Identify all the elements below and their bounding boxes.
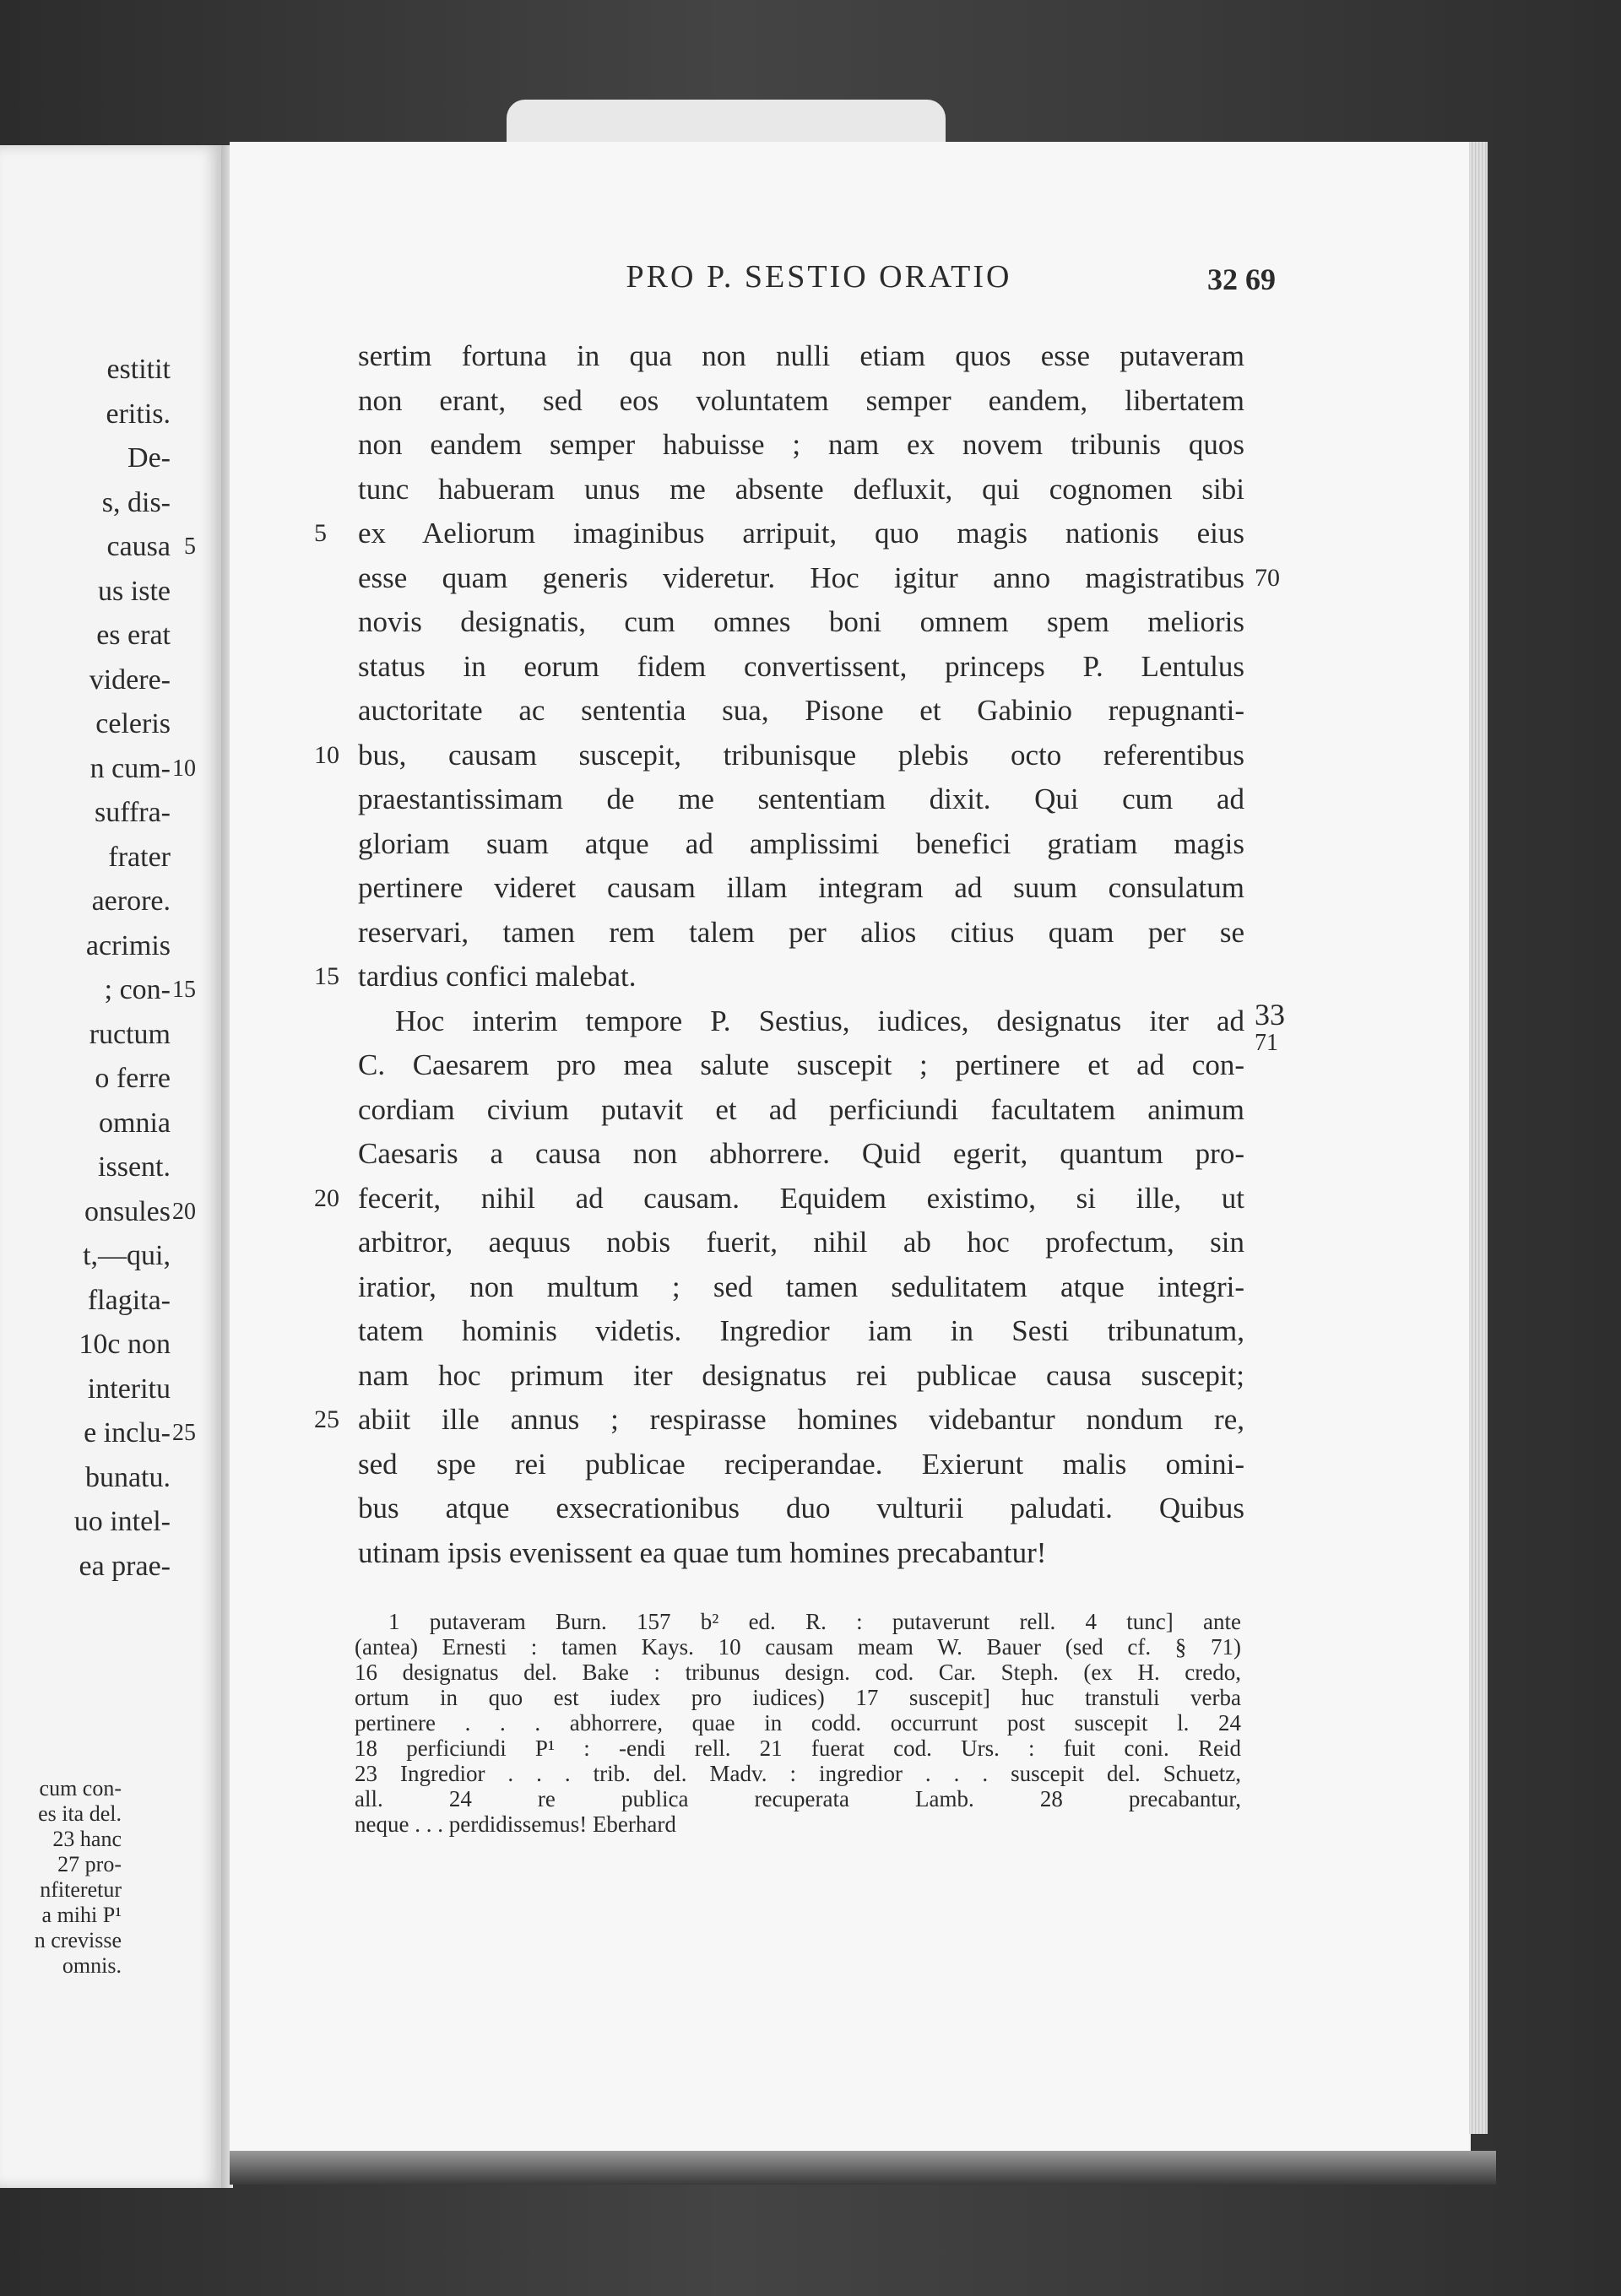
left-page-line (0, 570, 221, 615)
text-line (358, 1354, 1244, 1399)
text-line-content: Hoc interim tempore P. Sestius, iudices, designatus iter ad (395, 1004, 1244, 1037)
text-line-content: gloriam suam atque ad amplissimi benefici gratiam magis (358, 826, 1244, 860)
left-line-text: ; con- (104, 974, 171, 1005)
left-line-number: 25 (172, 1420, 196, 1446)
left-line-text: interitu (87, 1373, 171, 1405)
text-line-content: non eandem semper habuisse ; nam ex novem tribunis quos (358, 428, 1244, 461)
left-line-text: acrimis (85, 929, 171, 961)
left-page-line (0, 1190, 221, 1235)
text-line-content: sertim fortuna in qua non nulli etiam quos esse putaveram (358, 339, 1244, 372)
footnotes (355, 1609, 1241, 1837)
left-page-line (0, 791, 221, 836)
text-line (358, 777, 1244, 822)
text-line-content: iratior, non multum ; sed tamen sedulitatem atque integri- (358, 1270, 1244, 1303)
text-line (358, 379, 1244, 424)
text-line-content: arbitror, aequus nobis fuerit, nihil ab hoc profectum, sin (358, 1226, 1244, 1259)
text-line-content: sed spe rei publicae reciperandae. Exierunt malis omini- (358, 1447, 1244, 1481)
left-page-line (0, 658, 221, 703)
left-line-text: aerore. (91, 885, 171, 917)
footnote-line: 23 Ingredior . . . trib. del. Madv. : ingredior . . . suscepit del. Schuetz, (355, 1761, 1241, 1786)
left-line-text: ea prae- (79, 1550, 171, 1582)
left-page-line (0, 836, 221, 880)
left-page-line (0, 1545, 221, 1589)
text-line (358, 1265, 1244, 1310)
left-page-line (0, 393, 221, 437)
text-line-content: esse quam generis videretur. Hoc igitur anno magistratibus (358, 560, 1244, 594)
left-line-text: issent. (98, 1151, 171, 1183)
text-line-content: reservari, tamen rem talem per alios citius quam per se (358, 915, 1244, 949)
text-line (358, 1088, 1244, 1133)
left-page-line (0, 1234, 221, 1279)
left-page-line (0, 481, 221, 526)
text-line (314, 1177, 1244, 1221)
line-number: 10 (314, 740, 339, 769)
section-number: 70 (1255, 563, 1280, 592)
text-line (358, 556, 1280, 601)
line-number: 25 (314, 1405, 339, 1433)
text-line (358, 334, 1244, 379)
left-page-line (0, 1500, 221, 1545)
footnote-line: (antea) Ernesti : tamen Kays. 10 causam meam W. Bauer (sed cf. § 71) (355, 1634, 1241, 1660)
left-line-text: 10c non (79, 1329, 171, 1360)
footnote-line: pertinere . . . abhorrere, quae in codd. occurrunt post suscepit l. 24 (355, 1710, 1241, 1736)
text-line (358, 1486, 1244, 1531)
paragraph-number: 71 (1255, 1029, 1278, 1056)
text-line (358, 911, 1244, 956)
text-line-content: auctoritate ac sententia sua, Pisone et Gabinio repugnanti- (358, 694, 1244, 727)
line-number: 15 (314, 962, 339, 990)
text-line (358, 1443, 1244, 1487)
left-line-text: us iste (98, 575, 171, 607)
left-line-text: ructum (89, 1018, 171, 1050)
footnote-line: 18 perficiundi P¹ : -endi rell. 21 fuerat cod. Urs. : fuit coni. Reid (355, 1736, 1241, 1761)
line-number: 5 (314, 519, 327, 547)
text-line-content: praestantissimam de me sententiam dixit. Qui cum ad (358, 782, 1244, 815)
left-page-line (0, 614, 221, 658)
left-line-text: eritis. (106, 398, 171, 430)
left-page-line (0, 968, 221, 1013)
left-page-line (0, 436, 221, 481)
left-page-line (0, 924, 221, 969)
left-line-text: e inclu- (84, 1417, 171, 1449)
left-page-line (0, 1013, 221, 1058)
text-line-content: non erant, sed eos voluntatem semper eandem, libertatem (358, 383, 1244, 417)
left-line-text: causa (106, 531, 171, 562)
text-line (358, 822, 1244, 867)
left-line-text: flagita- (87, 1284, 171, 1316)
left-line-text: s, dis- (101, 486, 171, 518)
left-page-note: cum con- (39, 1776, 122, 1801)
text-line (314, 512, 1244, 556)
page-edges (1469, 142, 1488, 2134)
text-line (314, 955, 1244, 999)
left-page-note: omnis. (62, 1953, 122, 1978)
text-line (358, 423, 1244, 468)
left-page-note: n crevisse (34, 1928, 122, 1952)
left-line-text: t,—qui, (83, 1240, 171, 1271)
left-page-line (0, 747, 221, 792)
left-page-line (0, 880, 221, 924)
text-line-content: nam hoc primum iter designatus rei publicae causa suscepit; (358, 1358, 1244, 1392)
left-line-text: n cum- (89, 752, 171, 784)
text-line-content: tardius confici malebat. (358, 960, 637, 993)
text-line (358, 645, 1244, 690)
left-page-line (0, 348, 221, 393)
text-line (358, 689, 1244, 734)
left-page-note: a mihi P¹ (41, 1903, 122, 1927)
footnote-line: ortum in quo est iudex pro iudices) 17 suscepit] huc transtuli verba (355, 1685, 1241, 1710)
running-head: PRO P. SESTIO ORATIO (626, 259, 1012, 295)
left-page-text (0, 348, 221, 1589)
left-page-line (0, 702, 221, 747)
text-line (358, 1132, 1244, 1177)
footnote-line: neque . . . perdidissemus! Eberhard (355, 1811, 676, 1837)
text-line-content: tunc habueram unus me absente defluxit, qui cognomen sibi (358, 472, 1244, 506)
text-line (358, 1531, 1244, 1576)
left-page-notes (0, 1776, 221, 1979)
text-line-content: novis designatis, cum omnes boni omnem spem melioris (358, 605, 1244, 638)
text-line-content: status in eorum fidem convertissent, princeps P. Lentulus (358, 649, 1244, 683)
left-line-text: bunatu. (84, 1461, 171, 1493)
left-line-number: 20 (172, 1198, 196, 1225)
left-page-note: es ita del. (38, 1801, 122, 1826)
left-page (0, 145, 221, 2188)
left-page-line (0, 1279, 221, 1324)
text-line-content: Caesaris a causa non abhorrere. Quid egerit, quantum pro- (358, 1137, 1244, 1170)
main-text (314, 334, 1285, 1575)
left-line-text: estitit (106, 354, 171, 385)
text-line (358, 600, 1244, 645)
left-line-text: omnia (99, 1107, 171, 1139)
left-page-line (0, 1057, 221, 1102)
page-numbers: 32 69 (1207, 263, 1276, 296)
text-line-content: cordiam civium putavit et ad perficiundi facultatem animum (358, 1092, 1244, 1126)
text-line-content: abiit ille annus ; respirasse homines videbantur nondum re, (358, 1403, 1244, 1436)
left-page-line (0, 1102, 221, 1146)
text-line (358, 468, 1244, 512)
text-line-content: C. Caesarem pro mea salute suscepit ; pertinere et ad con- (358, 1048, 1244, 1081)
left-page-line (0, 1456, 221, 1501)
footnote-line: all. 24 re publica recuperata Lamb. 28 precabantur, (355, 1786, 1241, 1811)
text-line-content: ex Aeliorum imaginibus arripuit, quo magis nationis eius (358, 517, 1244, 550)
text-line (314, 1398, 1244, 1443)
left-line-number: 5 (184, 533, 196, 560)
left-line-text: celeris (95, 708, 171, 739)
left-page-note: nfiteretur (40, 1877, 122, 1902)
left-line-text: uo intel- (73, 1506, 171, 1537)
text-line (358, 1309, 1244, 1354)
left-line-text: De- (127, 442, 171, 474)
footnote-line: 1 putaveram Burn. 157 b² ed. R. : putaverunt rell. 4 tunc] ante (388, 1609, 1241, 1634)
text-line-content: fecerit, nihil ad causam. Equidem existimo, si ille, ut (358, 1181, 1244, 1215)
line-number: 20 (314, 1183, 339, 1212)
left-line-number: 10 (172, 755, 196, 782)
left-line-text: es erat (96, 620, 171, 651)
text-line (358, 997, 1285, 1056)
text-line (358, 1221, 1244, 1265)
text-line-content: bus atque exsecrationibus duo vulturii paludati. Quibus (358, 1492, 1244, 1524)
text-line-content: pertinere videret causam illam integram ad suum consulatum (358, 871, 1244, 904)
left-page-line (0, 1411, 221, 1456)
left-line-text: suffra- (95, 797, 171, 828)
text-line (314, 734, 1244, 778)
text-line-content: utinam ipsis evenissent ea quae tum homines precabantur! (358, 1535, 1047, 1569)
section-number: 33 (1255, 997, 1285, 1032)
left-line-text: onsules (84, 1195, 171, 1227)
text-line-content: bus, causam suscepit, tribunisque plebis octo referentibus (358, 738, 1244, 772)
page-bottom-shadow (230, 2151, 1496, 2185)
left-line-number: 15 (172, 977, 196, 1003)
left-page-line (0, 525, 221, 570)
left-page-note: 23 hanc (52, 1827, 122, 1851)
text-line (358, 1043, 1244, 1088)
left-line-text: o ferre (95, 1063, 171, 1094)
text-line (358, 866, 1244, 911)
left-page-note: 27 pro- (57, 1852, 122, 1876)
left-page-line (0, 1367, 221, 1412)
left-line-text: videre- (89, 663, 171, 696)
left-line-text: frater (108, 841, 171, 873)
left-page-line (0, 1145, 221, 1190)
page-tab (507, 100, 946, 147)
footnote-line: 16 designatus del. Bake : tribunus design. cod. Car. Steph. (ex H. credo, (355, 1660, 1241, 1685)
left-page-line (0, 1323, 221, 1367)
text-line-content: tatem hominis videtis. Ingredior iam in Sesti tribunatum, (358, 1314, 1244, 1347)
